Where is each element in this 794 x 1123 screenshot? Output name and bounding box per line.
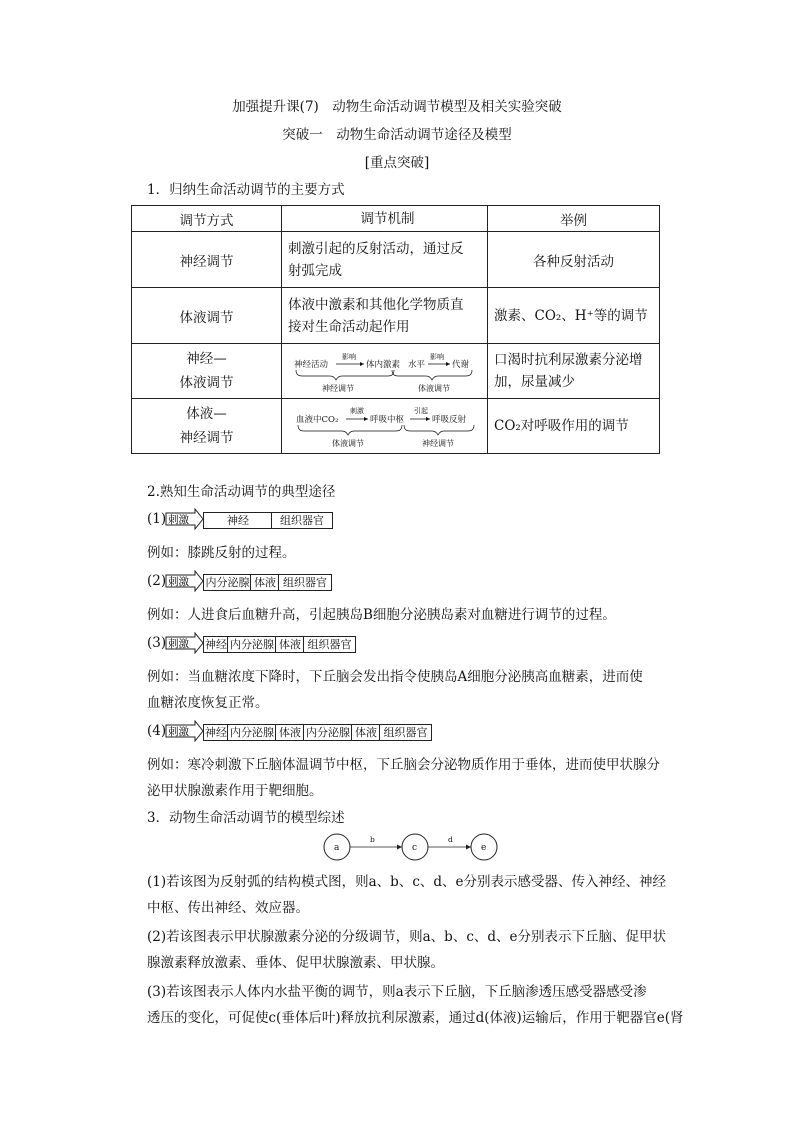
path-box: 组织器官 — [303, 636, 356, 653]
table-header: 调节机制 — [282, 206, 488, 232]
path-box: 神经 — [203, 512, 273, 529]
doc-subtitle: 突破一 动物生命活动调节途径及模型 — [282, 127, 512, 143]
doc-title: 加强提升课(7) 动物生命活动调节模型及相关实验突破 — [232, 99, 562, 115]
path-box: 组织器官 — [271, 512, 333, 529]
stimulus-arrow-icon — [165, 632, 205, 654]
svg-text:刺激: 刺激 — [168, 726, 189, 738]
cell-diagram — [282, 344, 488, 399]
humoral-neuro-diagram — [288, 401, 486, 451]
diagram-node: 呼吸反射 — [432, 415, 467, 425]
diagram-node: 体内激素 — [366, 360, 401, 370]
path-label: (1) — [147, 511, 167, 527]
table-row — [132, 399, 660, 454]
paragraph-line: 透压的变化，可促使c(垂体后叶)释放抗利尿激素，通过d(体液)运输后，作用于靶器官e(肾 — [147, 1010, 684, 1026]
section3-heading: 3．动物生命活动调节的模型综述 — [147, 810, 345, 826]
cell-mechanism: 刺激引起的反射活动，通过反 射弧完成 — [282, 232, 488, 288]
cell-diagram — [282, 399, 488, 454]
diagram-node: 血液中CO₂ — [296, 415, 339, 425]
diagram-brace-label: 神经调节 — [322, 384, 354, 393]
svg-text:刺激: 刺激 — [168, 514, 189, 526]
cell-type: 神经— 体液调节 — [132, 344, 282, 399]
path-example: 例如：膝跳反射的过程。 — [147, 545, 296, 561]
path-box: 体液 — [250, 574, 280, 591]
diagram-node: 神经活动 — [294, 360, 329, 370]
path-box: 组织器官 — [379, 724, 432, 741]
model-diagram — [320, 830, 500, 864]
path-box: 组织器官 — [278, 574, 332, 591]
section2-heading: 2.熟知生命活动调节的典型途径 — [147, 484, 336, 500]
path-example: 例如：人进食后血糖升高，引起胰岛B细胞分泌胰岛素对血糖进行调节的过程。 — [147, 607, 616, 623]
svg-text:c: c — [412, 843, 418, 853]
path-box: 体液 — [275, 636, 305, 653]
diagram-edge-label: 影响 — [342, 353, 356, 361]
diagram-node: 水平 — [408, 360, 426, 370]
stimulus-arrow-icon — [165, 508, 205, 530]
section-tag: [重点突破] — [364, 155, 430, 171]
stimulus-arrow-icon — [165, 720, 205, 742]
diagram-brace-label: 神经调节 — [422, 439, 454, 448]
path-label: (2) — [147, 573, 167, 589]
cell-type: 神经调节 — [132, 232, 282, 288]
table-header: 举例 — [488, 206, 660, 232]
path-box: 内分泌腺 — [303, 724, 353, 741]
paragraph-line: 中枢、传出神经、效应器。 — [147, 900, 309, 916]
svg-text:a: a — [334, 843, 340, 853]
cell-example: 激素、CO₂、H⁺等的调节 — [488, 288, 660, 344]
path-box: 体液 — [275, 724, 305, 741]
cell-mechanism: 体液中激素和其他化学物质直 接对生命活动起作用 — [282, 288, 488, 344]
path-example: 例如：寒冷刺激下丘脑体温调节中枢，下丘脑会分泌物质作用于垂体，进而使甲状腺分 — [147, 757, 660, 773]
svg-text:e: e — [481, 843, 487, 853]
path-example: 例如：当血糖浓度下降时，下丘脑会发出指令使胰岛A细胞分泌胰高血糖素，进而使 — [147, 669, 643, 685]
cell-example: 口渴时抗利尿激素分泌增 加，尿量减少 — [488, 344, 660, 399]
diagram-edge-label: 影响 — [430, 353, 444, 361]
svg-text:刺激: 刺激 — [168, 638, 189, 650]
cell-type: 体液调节 — [132, 288, 282, 344]
cell-example: CO₂对呼吸作用的调节 — [488, 399, 660, 454]
diagram-edge-label: 刺激 — [350, 407, 364, 415]
diagram-node: 代谢 — [452, 360, 470, 370]
table-row — [132, 288, 660, 344]
paragraph-line: (3)若该图表示人体内水盐平衡的调节，则a表示下丘脑，下丘脑渗透压感受器感受渗 — [147, 984, 647, 1000]
path-box: 神经 — [205, 638, 227, 651]
paragraph-line: 腺激素释放激素、垂体、促甲状腺激素、甲状腺。 — [147, 955, 444, 971]
path-box: 神经 — [205, 726, 227, 739]
path-example: 血糖浓度恢复正常。 — [147, 695, 269, 711]
path-box: 体液 — [351, 724, 381, 741]
path-example: 泌甲状腺激素作用于靶细胞。 — [147, 783, 323, 799]
cell-example: 各种反射活动 — [488, 232, 660, 288]
diagram-brace-label: 体液调节 — [332, 439, 364, 448]
svg-text:d: d — [448, 835, 453, 844]
table-row — [132, 232, 660, 288]
table-row — [132, 344, 660, 399]
svg-text:刺激: 刺激 — [168, 576, 189, 588]
regulation-table — [131, 205, 660, 454]
paragraph-line: (2)若该图表示甲状腺激素分泌的分级调节，则a、b、c、d、e分别表示下丘脑、促甲状 — [147, 929, 667, 945]
svg-text:b: b — [370, 835, 375, 844]
path-box: 内分泌腺 — [227, 636, 277, 653]
path-box: 内分泌腺 — [203, 574, 252, 591]
paragraph-line: (1)若该图为反射弧的结构模式图，则a、b、c、d、e分别表示感受器、传入神经、神经 — [147, 874, 667, 890]
path-label: (4) — [147, 723, 167, 739]
stimulus-arrow-icon — [165, 570, 205, 592]
path-label: (3) — [147, 635, 167, 651]
table-header: 调节方式 — [132, 206, 282, 232]
section1-heading: 1．归纳生命活动调节的主要方式 — [147, 182, 345, 198]
path-box: 内分泌腺 — [227, 724, 277, 741]
diagram-brace-label: 体液调节 — [418, 384, 450, 393]
neuro-humoral-diagram — [288, 346, 486, 396]
cell-type: 体液— 神经调节 — [132, 399, 282, 454]
diagram-edge-label: 引起 — [414, 407, 428, 415]
diagram-node: 呼吸中枢 — [370, 415, 405, 425]
